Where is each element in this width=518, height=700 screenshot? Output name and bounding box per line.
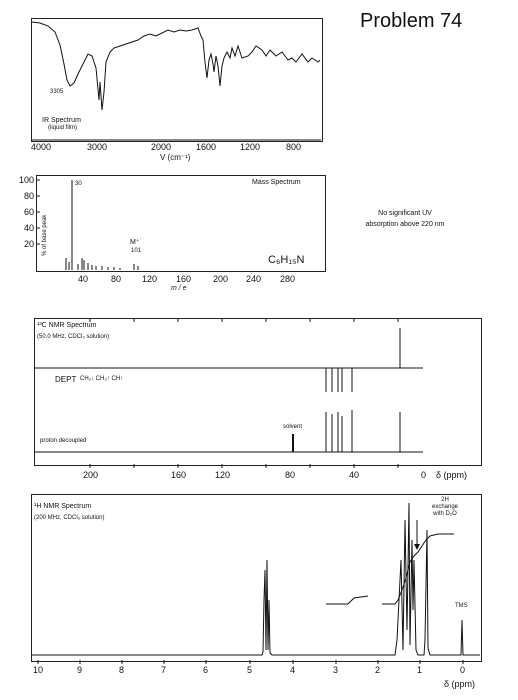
- c13-decoupled-label: proton decoupled: [40, 438, 87, 444]
- h1-title: ¹H NMR Spectrum: [34, 503, 92, 510]
- uv-note: [330, 208, 480, 230]
- ir-xlabel: V (cm⁻¹): [160, 153, 191, 162]
- c13-subtitle: (50.0 MHz, CDCl₃ solution): [37, 334, 110, 340]
- h1-tms-label: TMS: [455, 603, 468, 609]
- h1-xunit: δ (ppm): [444, 679, 476, 689]
- mass-xtick: 200: [213, 274, 229, 284]
- mass-xtick: 240: [246, 274, 262, 284]
- c13-nmr-panel: [34, 318, 482, 466]
- uv-note-line: No significant UV: [378, 210, 432, 217]
- problem-title: Problem 74: [360, 10, 463, 32]
- ir-peak-label: 3305: [50, 89, 64, 95]
- mass-ylabel: % of base peak: [42, 214, 48, 256]
- c13-xtick: 200: [83, 470, 99, 480]
- mass-mplus-label: M⁺˙: [130, 239, 142, 246]
- ir-subtitle: (liquid film): [48, 125, 78, 131]
- h1-xtick: 0: [460, 665, 466, 675]
- h1-exchange-note-line: exchange: [432, 504, 459, 510]
- mass-formula: C₆H₁₅N: [268, 254, 305, 266]
- h1-xtick: 10: [33, 665, 44, 675]
- c13-xtick: 0: [421, 470, 427, 480]
- c13-xtick: 160: [171, 470, 187, 480]
- ir-xtick: 800: [286, 142, 302, 152]
- c13-dept-legend: CH₂↓ CH₃↑ CH↑: [80, 376, 124, 382]
- h1-xtick: 7: [161, 665, 167, 675]
- mass-ytick: 60: [24, 207, 35, 217]
- mass-ytick: 20: [24, 239, 35, 249]
- h1-xtick: 4: [290, 665, 296, 675]
- mass-xtick: 280: [280, 274, 296, 284]
- mass-xlabel: m / e: [171, 285, 187, 292]
- h1-xtick: 8: [119, 665, 125, 675]
- h1-xtick: 9: [77, 665, 83, 675]
- mass-xtick: 40: [78, 274, 89, 284]
- c13-xtick: 120: [215, 470, 231, 480]
- mass-ytick: 40: [24, 223, 35, 233]
- mass-base-peak-label: 30: [75, 181, 82, 187]
- h1-exchange-note-line: with D₂O: [433, 511, 457, 517]
- h1-subtitle: (200 MHz, CDCl₃ solution): [34, 515, 105, 521]
- h1-xtick: 2: [375, 665, 381, 675]
- mass-xtick: 80: [111, 274, 122, 284]
- mass-xtick: 120: [142, 274, 158, 284]
- h1-xtick: 3: [333, 665, 339, 675]
- c13-xtick: 40: [349, 470, 360, 480]
- ir-xtick: 1600: [196, 142, 217, 152]
- ir-xtick: 1200: [240, 142, 261, 152]
- ir-title: IR Spectrum: [42, 117, 81, 124]
- c13-dept-label: DEPT: [55, 375, 77, 384]
- c13-xunit: δ (ppm): [436, 470, 468, 480]
- c13-title: ¹³C NMR Spectrum: [37, 322, 97, 329]
- h1-xtick: 5: [247, 665, 253, 675]
- ir-xtick: 4000: [31, 142, 52, 152]
- uv-note-line: absorption above 220 nm: [365, 221, 445, 228]
- h1-xtick: 1: [417, 665, 423, 675]
- mass-xtick: 160: [176, 274, 192, 284]
- ir-xtick: 2000: [151, 142, 172, 152]
- h1-exchange-note: [432, 497, 458, 518]
- mass-ytick: 80: [24, 191, 35, 201]
- mass-ytick: 100: [19, 175, 35, 185]
- ir-xtick: 3000: [87, 142, 108, 152]
- mass-title: Mass Spectrum: [252, 179, 301, 186]
- h1-xtick: 6: [203, 665, 209, 675]
- h1-exchange-note-line: 2H: [441, 497, 449, 503]
- c13-solvent-label: solvent: [283, 424, 303, 430]
- c13-xtick: 80: [285, 470, 296, 480]
- mass-mplus-mass: 101: [131, 248, 142, 254]
